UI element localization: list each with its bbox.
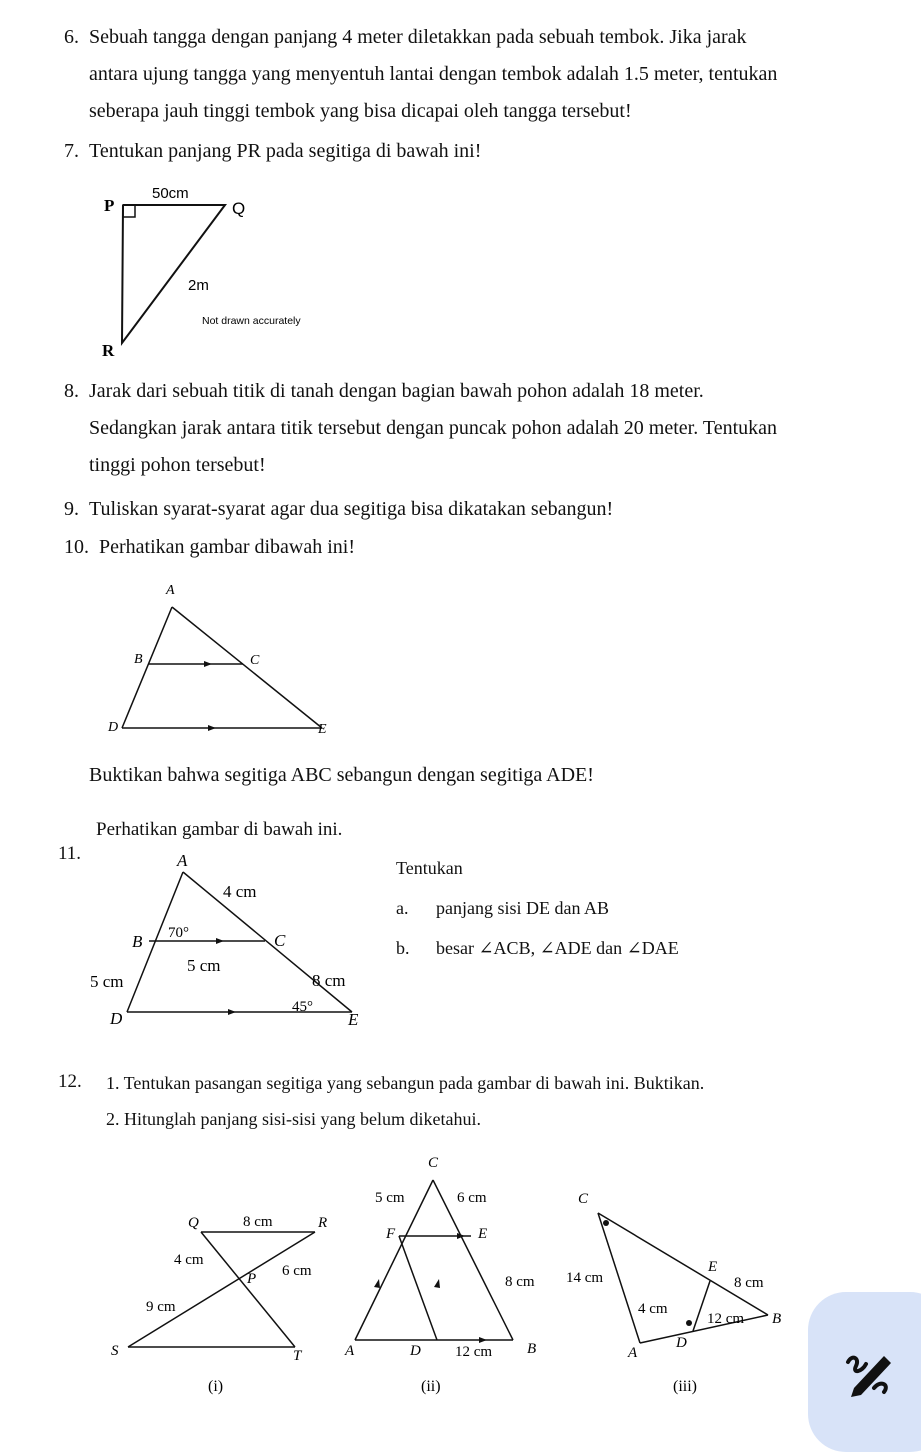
question-11-number <box>58 835 81 872</box>
figure-12-i <box>100 1200 360 1400</box>
vertex-label-p: P <box>104 196 115 215</box>
figure-caption: (ii) <box>421 1378 441 1395</box>
task-a <box>396 888 679 928</box>
question-text-line: 1. Tentukan pasangan segitiga yang sebangun pada gambar di bawah ini. Buktikan. <box>106 1073 705 1093</box>
question-number: 10. <box>64 536 89 558</box>
vertex-label-a: A <box>177 851 188 870</box>
question-12-number <box>58 1063 82 1100</box>
vertex-label-r: R <box>102 341 115 360</box>
parallel-arrow-icon <box>374 1279 380 1288</box>
side-label-ce: 14 cm <box>566 1270 604 1286</box>
parallel-arrow-icon <box>457 1233 465 1239</box>
parallel-arrow-icon <box>208 725 216 731</box>
question-text-line: Buktikan bahwa segitiga ABC sebangun dengan segitiga ADE! <box>89 764 594 786</box>
question-number: 6. <box>64 26 79 48</box>
side-label-cf: 5 cm <box>375 1190 405 1206</box>
vertex-label-a: A <box>345 1343 355 1359</box>
side-label-eb: 8 cm <box>734 1275 764 1291</box>
parallel-arrow-icon <box>434 1279 440 1288</box>
pen-edit-icon <box>840 1344 900 1400</box>
figure-12-ii <box>335 1150 565 1400</box>
vertex-label-c: C <box>578 1191 589 1207</box>
parallel-arrow-icon <box>479 1337 487 1343</box>
question-number: 8. <box>64 380 79 402</box>
figure-triangle-pqr <box>90 178 350 368</box>
vertex-label-c: C <box>428 1155 439 1171</box>
side-label-ps: 9 cm <box>146 1299 176 1315</box>
side-label-qr: 2m <box>188 277 209 294</box>
question-number: 7. <box>64 140 79 162</box>
question-10 <box>64 529 355 566</box>
vertex-label-e: E <box>348 1010 359 1029</box>
side-label-ad: 4 cm <box>638 1301 668 1317</box>
vertex-label-t: T <box>293 1348 302 1364</box>
task-text: besar ∠ACB, ∠ADE dan ∠DAE <box>436 938 679 958</box>
side-label-ce: 6 cm <box>457 1190 487 1206</box>
question-12 <box>106 1065 704 1137</box>
side-label-qr: 8 cm <box>243 1214 273 1230</box>
edit-fab[interactable] <box>808 1292 921 1452</box>
task-b <box>396 928 679 968</box>
task-label: b. <box>396 938 410 958</box>
angle-marker-icon <box>603 1220 609 1226</box>
question-11-intro <box>96 811 342 848</box>
vertex-label-d: D <box>410 1343 421 1359</box>
question-text-line: Perhatikan gambar dibawah ini! <box>99 536 356 558</box>
side-label-pr: 6 cm <box>282 1263 312 1279</box>
vertex-label-c: C <box>250 653 260 668</box>
question-text-line: antara ujung tangga yang menyentuh lantai dengan tembok adalah 1.5 meter, tentukan <box>89 63 778 85</box>
vertex-label-q: Q <box>188 1215 199 1231</box>
side-label-qp: 4 cm <box>174 1252 204 1268</box>
vertex-label-d: D <box>108 720 119 735</box>
vertex-label-r: R <box>318 1215 328 1231</box>
vertex-label-b: B <box>772 1311 782 1327</box>
question-11-tasks <box>396 848 679 968</box>
vertex-label-e: E <box>708 1259 718 1275</box>
parallel-arrow-icon <box>204 661 212 667</box>
question-text-line: Tentukan panjang PR pada segitiga di bawah ini! <box>89 140 482 162</box>
vertex-label-d: D <box>110 1009 123 1028</box>
question-text-line: tinggi pohon tersebut! <box>89 454 266 476</box>
figure-triangle-ade <box>100 578 350 743</box>
vertex-label-q: Q <box>232 199 246 218</box>
vertex-label-a: A <box>166 583 175 598</box>
side-label-db: 12 cm <box>707 1311 745 1327</box>
question-text-line: 2. Hitunglah panjang sisi-sisi yang belum diketahui. <box>106 1109 481 1129</box>
side-label-bd: 5 cm <box>90 972 124 991</box>
vertex-label-f: F <box>386 1226 396 1242</box>
angle-marker-icon <box>686 1320 692 1326</box>
question-7 <box>64 133 481 170</box>
question-text-line: Tuliskan syarat-syarat agar dua segitiga bisa dikatakan sebangun! <box>89 498 614 520</box>
angle-label-e: 45° <box>292 999 313 1015</box>
tentukan-label: Tentukan <box>396 858 463 878</box>
side-label-eb: 8 cm <box>505 1274 535 1290</box>
question-10-prove <box>89 757 594 794</box>
question-text-line: Sebuah tangga dengan panjang 4 meter diletakkan pada sebuah tembok. Jika jarak <box>89 26 747 48</box>
vertex-label-s: S <box>111 1343 119 1359</box>
vertex-label-e: E <box>318 722 327 737</box>
parallel-arrow-icon <box>228 1009 236 1015</box>
side-label-pq: 50cm <box>152 185 189 202</box>
question-text-line: Sedangkan jarak antara titik tersebut dengan puncak pohon adalah 20 meter. Tentukan <box>89 417 777 439</box>
side-label-db: 12 cm <box>455 1344 493 1360</box>
figure-caption: (iii) <box>673 1378 697 1395</box>
question-8 <box>64 373 904 484</box>
parallel-arrow-icon <box>216 938 224 944</box>
vertex-label-d: D <box>676 1335 687 1351</box>
figure-caption: (i) <box>208 1378 224 1395</box>
figure-12-iii <box>560 1185 800 1400</box>
task-text: panjang sisi DE dan AB <box>436 898 609 918</box>
question-6 <box>64 19 904 130</box>
side-label-ab: 4 cm <box>223 882 257 901</box>
question-number: 12. <box>58 1071 82 1092</box>
vertex-label-c: C <box>274 931 286 950</box>
question-text-line: Jarak dari sebuah titik di tanah dengan bagian bawah pohon adalah 18 meter. <box>89 380 704 402</box>
angle-label-b: 70° <box>168 925 189 941</box>
question-text-line: seberapa jauh tinggi tembok yang bisa dicapai oleh tangga tersebut! <box>89 100 632 122</box>
question-text-line: Perhatikan gambar di bawah ini. <box>96 819 343 840</box>
vertex-label-e: E <box>478 1226 488 1242</box>
question-9 <box>64 491 613 528</box>
question-number: 9. <box>64 498 79 520</box>
side-label-ce: 8 cm <box>312 971 346 990</box>
vertex-label-b: B <box>134 652 143 667</box>
vertex-label-a: A <box>628 1345 638 1361</box>
task-label: a. <box>396 898 409 918</box>
vertex-label-b: B <box>132 932 143 951</box>
vertex-label-p: P <box>247 1271 257 1287</box>
figure-triangle-11 <box>90 845 380 1035</box>
figure-note: Not drawn accurately <box>202 315 301 327</box>
vertex-label-b: B <box>527 1341 537 1357</box>
side-label-bc: 5 cm <box>187 956 221 975</box>
question-number: 11. <box>58 843 82 864</box>
